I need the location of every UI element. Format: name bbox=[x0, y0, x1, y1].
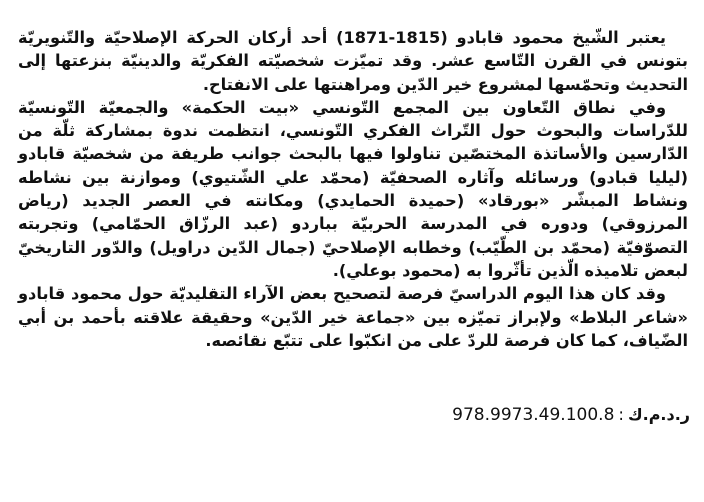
isbn-separator: : bbox=[618, 405, 624, 424]
isbn-line bbox=[0, 405, 690, 425]
paragraph-symposium: وفي نطاق التّعاون بين المجمع التّونسي «بيت الحكمة» والجمعيّة التّونسيّة للدّراسات والبحوث حول التّراث الفكري التّونسي، انتظمت ندوة بمشاركة ثلّة من الدّارسين والأساتذة المختصّين تناولوا فيها بالبحث جوانب طريفة من شخصيّة قابادو (ليليا قبادو) ورسائله وآثاره الصحفيّة (محمّد علي الشّتيوي) وموازنة بين نشاطه ونشاط المبشّر «بورقاد» (حميدة الحمايدي) ومكانته في العصر الجديد (رياض المرزوقي) ودوره في المدرسة الحربيّة بباردو (عبد الرزّاق الحمّامي) وتجربته التصوّفيّة (محمّد بن الطّيّب) وخطابه الإصلاحيّ (جمال الدّين دراويل) والدّور التاريخيّ لبعض تلاميذه الّذين تأثّروا به (محمود بوعلي). bbox=[18, 97, 688, 280]
isbn-number: 978.9973.49.100.8 bbox=[452, 405, 615, 425]
abstract-text bbox=[18, 26, 688, 352]
paragraph-intro: يعتبر الشّيخ محمود قابادو (1815-1871) أحد أركان الحركة الإصلاحيّة والتّنويريّة بتونس في القرن التّاسع عشر. وقد تميّزت شخصيّته الفكريّة والدينيّة بنزعتها إلى التحديث وتحمّسها لمشروع خير الدّين ومراهنتها على الانفتاح. bbox=[18, 28, 688, 94]
paragraph-conclusion: وقد كان هذا اليوم الدراسيّ فرصة لتصحيح بعض الآراء التقليديّة حول محمود قابادو «شاعر البلاط» ولإبراز تميّزه بين «جماعة خير الدّين» وحقيقة علاقته بأحمد بن أبي الضّياف، كما كان فرصة للردّ على من انكبّوا على تتبّع نقائصه. bbox=[18, 284, 688, 350]
isbn-label: ر.د.م.ك bbox=[627, 405, 690, 424]
